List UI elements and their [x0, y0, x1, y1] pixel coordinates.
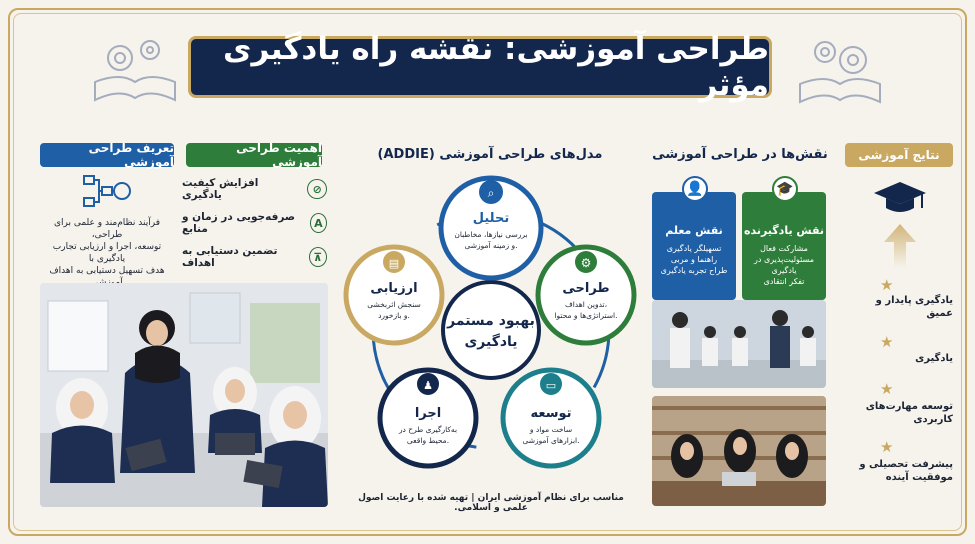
learner-role-title: نقش یادگیرنده	[743, 224, 825, 237]
outcome-item-4	[845, 458, 953, 484]
stage-design-desc-2: استراتژی‌ها و محتوا.	[554, 311, 618, 320]
stage-implementation-desc-2: محیط واقعی.	[406, 436, 450, 445]
presenter-icon: ♟	[423, 379, 433, 392]
definition-header: تعریف طراحی آموزشی	[40, 143, 174, 167]
stage-development	[503, 370, 599, 466]
graduation-cap-icon	[872, 178, 928, 218]
outcome-4-line-2: موفقیت آینده	[885, 472, 953, 483]
roles-title: نقش‌ها در طراحی آموزشی	[652, 147, 828, 162]
definition-line-2: توسعه، اجرا و ارزیابی تجارب یادگیری با	[52, 242, 162, 264]
magnifier-icon: ⌕	[487, 186, 495, 200]
importance-item-3-label: تضمین دستیابی به اهداف	[182, 245, 278, 269]
library-illustration	[652, 396, 826, 506]
center-circle	[443, 282, 539, 378]
definition-line-3: هدف تسهیل دستیابی به اهداف	[49, 266, 165, 276]
stage-analysis	[441, 178, 541, 278]
footer-note: مناسب برای نظام آموزشی ایران | تهیه شده با رعایت اصول علمی و اسلامی.	[358, 493, 624, 513]
outcome-item-3	[845, 400, 953, 426]
importance-item-1-label: افزایش کیفیت یادگیری	[182, 177, 259, 201]
center-line-1: بهبود مستمر	[447, 313, 535, 329]
outcomes-header: نتایج آموزشی	[845, 143, 953, 167]
bridge-icon: ⊼	[309, 247, 327, 267]
lab-illustration	[652, 300, 826, 388]
stage-evaluation-desc-1: سنجش اثربخشی	[367, 300, 421, 309]
library-photo	[652, 396, 826, 506]
lab-photo	[652, 300, 826, 388]
stage-analysis-desc-1: بررسی نیازها، مخاطبان	[454, 230, 528, 239]
outcome-1-line-2: عمیق	[926, 308, 953, 319]
stage-evaluation	[346, 247, 442, 343]
page-title: طراحی آموزشی: نقشه راه یادگیری مؤثر	[188, 36, 772, 98]
gear-icon: ⚙	[580, 256, 592, 270]
stage-implementation-desc-1: به‌کارگیری طرح در	[398, 425, 458, 434]
process-brain-icon	[82, 172, 132, 212]
compass-icon: ⊘	[307, 179, 327, 199]
monitor-icon: ▭	[545, 379, 557, 392]
importance-item-1	[182, 178, 327, 200]
center-line-2: یادگیری	[464, 334, 518, 350]
stage-evaluation-title: ارزیابی	[370, 281, 418, 296]
up-arrow-icon	[878, 222, 922, 268]
teacher-role-desc	[652, 243, 736, 276]
star-icon: ★	[880, 380, 894, 398]
clipboard-icon: ▤	[388, 257, 400, 270]
stage-design-title: طراحی	[562, 281, 610, 296]
left-gear-book-decoration	[80, 30, 190, 110]
a-letter-icon: A	[310, 213, 327, 233]
outcome-2-line-1: یادگیری	[915, 353, 953, 364]
teacher-desc-3: طراح تجربه یادگیری	[660, 266, 728, 275]
definition-line-1: فرآیند نظام‌مند و علمی برای طراحی،	[53, 218, 161, 240]
importance-header: اهمیت طراحی آموزشی	[186, 143, 322, 167]
teacher-desc-1: تسهیلگر یادگیری	[666, 244, 722, 253]
stage-implementation-title: اجرا	[414, 406, 442, 421]
star-icon: ★	[880, 438, 894, 456]
importance-item-2	[182, 212, 327, 234]
stage-design-desc-1: تدوین اهداف،	[564, 300, 608, 309]
star-icon: ★	[880, 333, 894, 351]
learner-desc-1: مشارکت فعال	[760, 244, 808, 253]
stage-analysis-title: تحلیل	[472, 211, 510, 226]
outcome-3-line-1: توسعه مهارت‌های	[865, 401, 953, 412]
classroom-illustration	[40, 283, 328, 507]
stage-development-title: توسعه	[530, 406, 572, 421]
teacher-icon: 👤	[682, 176, 708, 202]
outcome-4-line-1: پیشرفت تحصیلی و	[859, 459, 953, 470]
addie-title: مدل‌های طراحی آموزشی (ADDIE)	[377, 147, 603, 162]
importance-item-2-label: صرفه‌جویی در زمان و منابع	[182, 211, 296, 235]
stage-implementation	[380, 370, 476, 466]
learner-desc-3: تفکر انتقادی	[763, 277, 805, 286]
outcome-3-line-2: کاربردی	[913, 414, 953, 425]
teacher-role-title: نقش معلم	[665, 224, 723, 237]
stage-development-desc-2: ابزارهای آموزشی.	[522, 436, 580, 445]
addie-cycle-diagram	[336, 170, 646, 490]
learner-desc-2: مسئولیت‌پذیری در یادگیری	[754, 255, 814, 275]
stage-development-desc-1: ساخت مواد و	[529, 425, 573, 434]
learner-icon: 🎓	[772, 176, 798, 202]
learner-role-desc	[742, 243, 826, 287]
outcome-1-line-1: یادگیری پایدار و	[875, 295, 953, 306]
outcome-item-1	[845, 294, 953, 320]
star-icon: ★	[880, 276, 894, 294]
learner-role-card	[742, 181, 826, 300]
stage-analysis-desc-2: و زمینه آموزشی.	[464, 241, 518, 250]
teacher-desc-2: راهنما و مربی	[670, 255, 718, 264]
stage-design	[538, 247, 634, 343]
outcome-item-2	[845, 352, 953, 365]
stage-evaluation-desc-2: و بازخورد.	[378, 311, 410, 320]
teacher-role-card	[652, 181, 736, 300]
importance-item-3	[182, 246, 327, 268]
classroom-photo	[40, 283, 328, 507]
right-gear-book-decoration	[785, 30, 895, 110]
